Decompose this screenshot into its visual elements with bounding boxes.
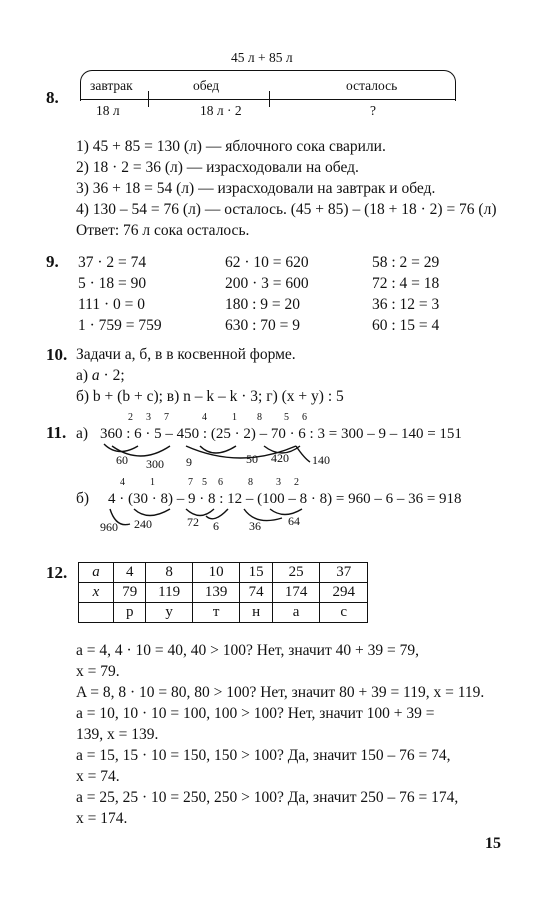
p10-a-rest: · 2; [99, 367, 125, 384]
p11-a-label: а) [76, 425, 89, 442]
p11-a-sub-2: 300 [146, 457, 164, 471]
arc-a-3 [200, 446, 236, 453]
p11-a-order-6: 8 [257, 412, 262, 423]
p9-c2-r3: 180 : 9 = 20 [225, 296, 301, 313]
p9-c3-r3: 36 : 12 = 3 [372, 296, 440, 313]
table-cell: x [79, 583, 114, 603]
p12-line-8: a = 25, 25 · 10 = 250, 250 > 100? Да, значит 250 – 76 = 174, [76, 789, 459, 806]
table-cell: 74 [240, 583, 272, 603]
p11-b-order-8: 2 [294, 477, 299, 488]
p9-c3-r4: 60 : 15 = 4 [372, 317, 440, 334]
p11-a-sub-4: 50 [246, 452, 258, 466]
p12-line-9: x = 174. [76, 810, 128, 827]
table-row-a [79, 563, 368, 583]
table-cell: 15 [240, 563, 272, 583]
arc-a-6 [296, 446, 310, 462]
p9-c1-r4: 1 · 759 = 759 [78, 317, 162, 334]
p11-b-sub-6: 64 [288, 514, 300, 528]
p12-line-4: a = 10, 10 · 10 = 100, 100 > 100? Нет, значит 100 + 39 = [76, 705, 435, 722]
p10-a-label: а) [76, 367, 89, 384]
p11-b-sub-2: 240 [134, 517, 152, 531]
p11-a-order-1: 2 [128, 412, 133, 423]
arc-b-6 [244, 509, 282, 521]
segment-value-breakfast: 18 л [96, 103, 120, 118]
p12-line-3: A = 8, 8 · 10 = 80, 80 > 100? Нет, значит 80 + 39 = 119, x = 119. [76, 684, 485, 701]
p9-c2-r2: 200 · 3 = 600 [225, 275, 309, 292]
p8-step-4: 4) 130 – 54 = 76 (л) — осталось. (45 + 85) – (18 + 18 · 2) = 76 (л) [76, 201, 497, 218]
p11-a-expression: 360 : 6 · 5 – 450 : (25 · 2) – 70 · 6 : 3 = 300 – 9 – 140 = 151 [100, 426, 462, 442]
arc-b-3 [186, 509, 214, 516]
problem-11-number: 11. [46, 423, 67, 442]
p8-answer: Ответ: 76 л сока осталось. [76, 222, 250, 239]
p11-a-order-7: 5 [284, 412, 289, 423]
p11-a-sub-3: 9 [186, 455, 192, 469]
p11-b-expression: 4 · (30 · 8) – 9 · 8 : 12 – (100 – 8 · 8) = 960 – 6 – 36 = 918 [108, 491, 462, 507]
table-cell: у [146, 603, 192, 623]
p11-b-sub-1: 960 [100, 520, 118, 534]
table-row-x [79, 583, 368, 603]
table-cell: 294 [320, 583, 368, 603]
p9-c1-r2: 5 · 18 = 90 [78, 275, 147, 292]
p9-c3-r2: 72 : 4 = 18 [372, 275, 440, 292]
problem-9-number: 9. [46, 252, 59, 271]
problem-10-number: 10. [46, 345, 68, 364]
table-cell [79, 603, 114, 623]
p12-table [78, 562, 368, 623]
table-cell: 4 [114, 563, 146, 583]
table-row-letters [79, 603, 368, 623]
arc-b-2 [110, 509, 130, 525]
arc-b-1 [134, 509, 170, 516]
p10-parts-bcd: б) b + (b + c); в) n – k – k · 3; г) (x + y) : 5 [76, 388, 344, 405]
p10-a-var: a [91, 367, 100, 384]
p11-b-sub-3: 72 [187, 515, 199, 529]
p9-c3-r1: 58 : 2 = 29 [372, 254, 440, 271]
p11-b-order-1: 4 [120, 477, 125, 488]
arc-a-2 [112, 446, 170, 456]
p11-a-order-4: 4 [202, 412, 207, 423]
p9-c2-r4: 630 : 70 = 9 [225, 317, 301, 334]
p11-a-order-5: 1 [232, 412, 237, 423]
p9-c1-r1: 37 · 2 = 74 [78, 254, 147, 271]
p12-line-7: x = 74. [76, 768, 120, 785]
table-cell: 119 [146, 583, 192, 603]
table-cell: 79 [114, 583, 146, 603]
segment-value-lunch: 18 л · 2 [200, 103, 242, 118]
table-cell: 174 [272, 583, 320, 603]
table-cell: т [192, 603, 240, 623]
table-cell: 139 [192, 583, 240, 603]
p10-heading: Задачи а, б, в в косвенной форме. [76, 346, 296, 363]
p11-a-order-8: 6 [302, 412, 307, 423]
p8-step-1: 1) 45 + 85 = 130 (л) — яблочного сока сварили. [76, 138, 386, 155]
p11-b-order-2: 1 [150, 477, 155, 488]
p11-a-sub-6: 140 [312, 453, 330, 467]
table-cell: 10 [192, 563, 240, 583]
p11-b-order-7: 3 [276, 477, 281, 488]
table-cell: 8 [146, 563, 192, 583]
problem-8-number: 8. [46, 88, 59, 107]
p11-a-order-2: 3 [146, 412, 151, 423]
p11-a-order-3: 7 [164, 412, 169, 423]
segment-total-label: 45 л + 85 л [231, 50, 293, 65]
table-cell: а [272, 603, 320, 623]
p12-line-5: 139, x = 139. [76, 726, 159, 743]
arc-a-1 [104, 444, 138, 452]
p9-c2-r1: 62 · 10 = 620 [225, 254, 309, 271]
p11-b-sub-5: 36 [249, 519, 261, 533]
table-cell: с [320, 603, 368, 623]
p12-line-1: a = 4, 4 · 10 = 40, 40 > 100? Нет, значит 40 + 39 = 79, [76, 642, 419, 659]
arc-b-4 [206, 509, 228, 519]
p11-a-sub-5: 420 [271, 451, 289, 465]
p12-line-2: x = 79. [76, 663, 120, 680]
segment-label-lunch: обед [193, 78, 220, 93]
p11-b-order-5: 6 [218, 477, 223, 488]
segment-label-left: осталось [346, 78, 398, 93]
problem-12-number: 12. [46, 563, 68, 582]
page-number: 15 [485, 835, 501, 852]
p8-step-2: 2) 18 · 2 = 36 (л) — израсходовали на обед. [76, 159, 359, 176]
p9-c1-r3: 111 · 0 = 0 [78, 296, 146, 313]
table-cell: 37 [320, 563, 368, 583]
segment-value-left: ? [370, 103, 376, 118]
table-cell: a [79, 563, 114, 583]
p8-step-3: 3) 36 + 18 = 54 (л) — израсходовали на завтрак и обед. [76, 180, 436, 197]
p11-b-sub-4: 6 [213, 519, 219, 533]
table-cell: н [240, 603, 272, 623]
p11-b-order-4: 5 [202, 477, 207, 488]
table-cell: р [114, 603, 146, 623]
p11-b-order-6: 8 [248, 477, 253, 488]
segment-label-breakfast: завтрак [90, 78, 133, 93]
p11-a-sub-1: 60 [116, 453, 128, 467]
p11-b-label: б) [76, 490, 90, 507]
table-cell: 25 [272, 563, 320, 583]
arc-b-5 [270, 509, 302, 515]
p12-line-6: a = 15, 15 · 10 = 150, 150 > 100? Да, значит 150 – 76 = 74, [76, 747, 451, 764]
p11-b-order-3: 7 [188, 477, 193, 488]
